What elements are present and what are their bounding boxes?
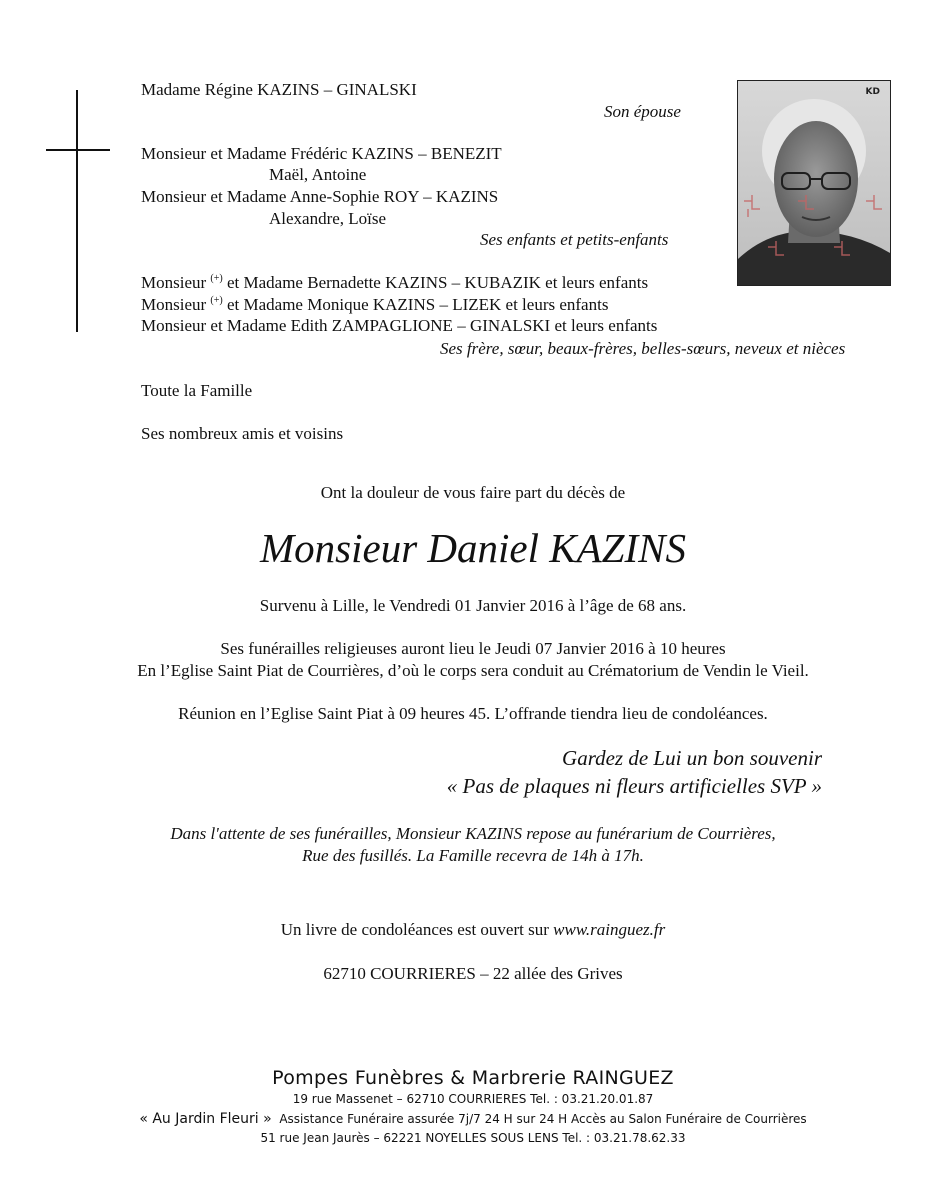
funeral-line-1: Ses funérailles religieuses auront lieu le Jeudi 07 Janvier 2016 à 10 heures: [220, 639, 726, 658]
cross-icon-bar: [46, 149, 110, 151]
child-1: Monsieur et Madame Frédéric KAZINS – BENEZIT: [141, 144, 502, 163]
funeral-line-2: En l’Eglise Saint Piat de Courrières, d’où le corps sera conduit au Crématorium de Vendin le Vieil.: [137, 661, 809, 680]
friends: Ses nombreux amis et voisins: [141, 424, 344, 443]
company-name: Pompes Funèbres & Marbrerie RAINGUEZ: [272, 1067, 674, 1089]
company-address-1: 19 rue Massenet – 62710 COURRIERES Tel. : 03.21.20.01.87: [292, 1092, 654, 1106]
children-role: Ses enfants et petits-enfants: [480, 230, 669, 249]
quote-line-1: Gardez de Lui un bon souvenir: [562, 746, 822, 770]
jardin-fleuri-label: « Au Jardin Fleuri »: [139, 1111, 272, 1127]
sibling-1: Monsieur (+) et Madame Bernadette KAZINS – KUBAZIK et leurs enfants: [141, 273, 649, 292]
siblings-role: Ses frère, sœur, beaux-frères, belles-sœurs, neveux et nièces: [440, 339, 846, 358]
deceased-name: Monsieur Daniel KAZINS: [260, 525, 686, 571]
spouse-role: Son épouse: [604, 102, 681, 121]
family-address: 62710 COURRIERES – 22 allée des Grives: [323, 964, 623, 983]
rest-line-1: Dans l'attente de ses funérailles, Monsieur KAZINS repose au funérarium de Courrières,: [170, 824, 776, 843]
meeting-info: Réunion en l’Eglise Saint Piat à 09 heures 45. L’offrande tiendra lieu de condoléances.: [178, 704, 768, 723]
sibling-2: Monsieur (+) et Madame Monique KAZINS – LIZEK et leurs enfants: [141, 295, 609, 314]
child-2: Monsieur et Madame Anne-Sophie ROY – KAZINS: [141, 187, 499, 206]
child-2-kids: Alexandre, Loïse: [269, 209, 387, 228]
condolence-book: Un livre de condoléances est ouvert sur www.rainguez.fr: [280, 920, 666, 939]
portrait-photo: [737, 80, 891, 286]
announcement-intro: Ont la douleur de vous faire part du décès de: [320, 483, 626, 502]
rest-line-2: Rue des fusillés. La Famille recevra de 14h à 17h.: [302, 846, 644, 865]
company-address-2: 51 rue Jean Jaurès – 62221 NOYELLES SOUS LENS Tel. : 03.21.78.62.33: [260, 1131, 686, 1145]
cross-icon: [76, 90, 78, 332]
death-info: Survenu à Lille, le Vendredi 01 Janvier 2016 à l’âge de 68 ans.: [259, 596, 687, 615]
company-services-line: « Au Jardin Fleuri » Assistance Funéraire assurée 7j/7 24 H sur 24 H Accès au Salon Funéraire de Courrières: [139, 1111, 807, 1127]
quote-line-2: « Pas de plaques ni fleurs artificielles SVP »: [446, 774, 822, 798]
spouse-name: Madame Régine KAZINS – GINALSKI: [141, 80, 417, 99]
all-family: Toute la Famille: [141, 381, 253, 400]
child-1-kids: Maël, Antoine: [269, 165, 367, 184]
website-link[interactable]: www.rainguez.fr: [553, 920, 666, 939]
photo-mark: KD: [865, 87, 880, 97]
sibling-3: Monsieur et Madame Edith ZAMPAGLIONE – GINALSKI et leurs enfants: [141, 316, 658, 335]
